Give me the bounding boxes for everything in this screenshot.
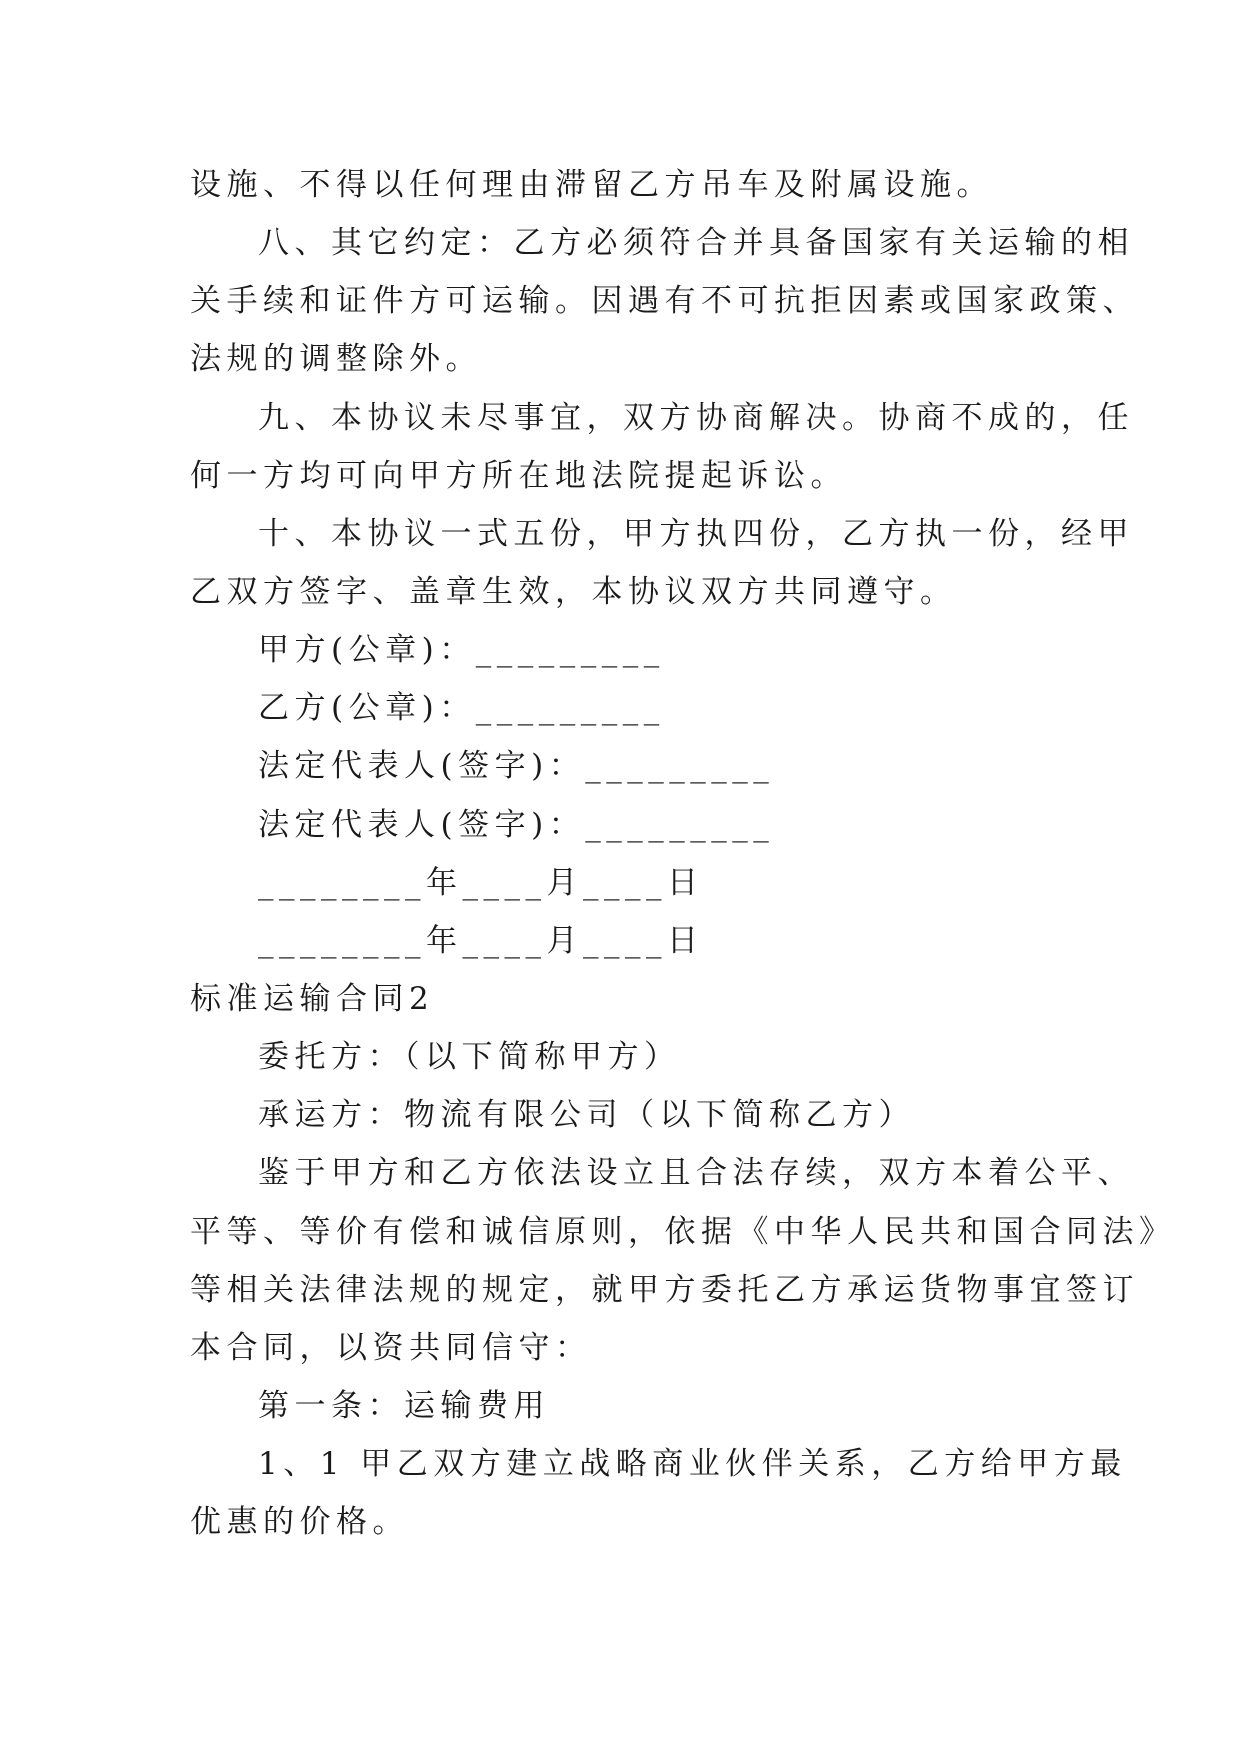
- text-line: 设施、不得以任何理由滞留乙方吊车及附属设施。: [190, 167, 993, 203]
- paragraph-start-line: 十、本协议一式五份，甲方执四份，乙方执一份，经甲: [258, 516, 1134, 552]
- paragraph-start-line: 1、1 甲乙双方建立战略商业伙伴关系，乙方给甲方最: [258, 1446, 1127, 1482]
- paragraph-start-line: 九、本协议未尽事宜，双方协商解决。协商不成的，任: [258, 400, 1134, 436]
- carrier-line: 承运方：物流有限公司（以下简称乙方）: [258, 1097, 915, 1133]
- text-line: 何一方均可向甲方所在地法院提起诉讼。: [190, 458, 847, 494]
- text-line: 优惠的价格。: [190, 1504, 409, 1540]
- text-line: 本合同，以资共同信守：: [190, 1330, 592, 1366]
- client-line: 委托方：（以下简称甲方）: [258, 1039, 681, 1075]
- text-line: 乙双方签字、盖章生效，本协议双方共同遵守。: [190, 574, 957, 610]
- paragraph-start-line: 八、其它约定：乙方必须符合并具备国家有关运输的相: [258, 225, 1134, 261]
- signature-line-party-b: 乙方(公章)：_________: [258, 690, 665, 726]
- text-line: 法规的调整除外。: [190, 341, 482, 377]
- text-line: 关手续和证件方可运输。因遇有不可抗拒因素或国家政策、: [190, 283, 1139, 319]
- signature-line-rep-b: 法定代表人(签字)：_________: [258, 807, 775, 843]
- section-title: 标准运输合同2: [190, 981, 435, 1017]
- article-heading: 第一条：运输费用: [258, 1388, 550, 1424]
- signature-line-rep-a: 法定代表人(签字)：_________: [258, 748, 775, 784]
- text-line: 平等、等价有偿和诚信原则，依据《中华人民共和国合同法》: [190, 1214, 1176, 1250]
- paragraph-start-line: 鉴于甲方和乙方依法设立且合法存续，双方本着公平、: [258, 1155, 1134, 1191]
- signature-line-party-a: 甲方(公章)：_________: [258, 632, 665, 668]
- text-line: 等相关法律法规的规定，就甲方委托乙方承运货物事宜签订: [190, 1272, 1139, 1308]
- date-line: ________年____月____日: [258, 923, 704, 959]
- date-line: ________年____月____日: [258, 865, 704, 901]
